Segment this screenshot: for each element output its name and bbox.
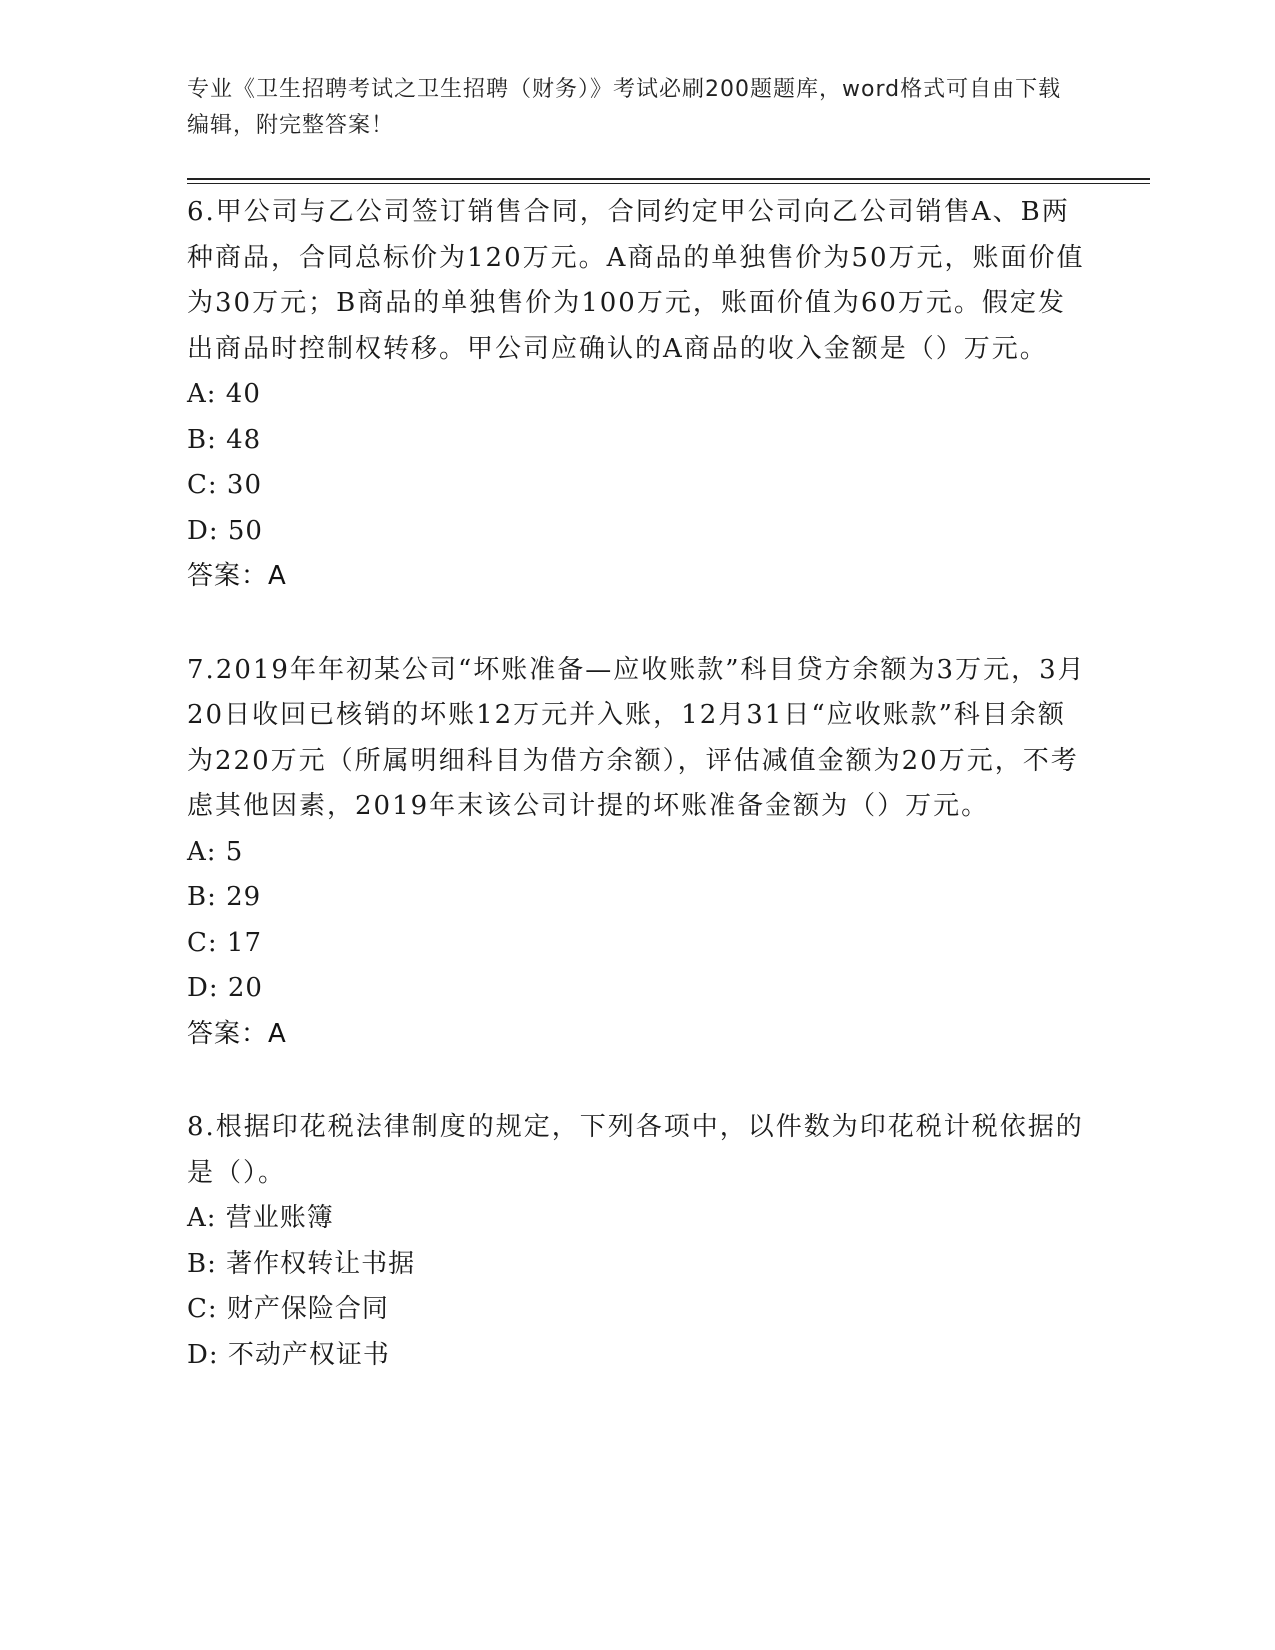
question-stem: 8.根据印花税法律制度的规定，下列各项中，以件数为印花税计税依据的是（）。 [187,1112,1084,1188]
option-c: C: 30 [187,470,263,500]
question-stem: 7.2019年年初某公司“坏账准备—应收账款”科目贷方余额为3万元，3月20日收回已核销的坏账12万元并入账，12月31日“应收账款”科目余额为220万元（所属明细科目为借方余额），评估减值金额为20万元，不考虑其他因素，2019年末该公司计提的坏账准备金额为（）万元。 [187,654,1086,821]
question-list [187,190,1087,1426]
question-8 [187,1105,1087,1378]
option-a: A: 营业账簿 [187,1203,334,1233]
document-header: 专业《卫生招聘考试之卫生招聘（财务）》考试必刷200题题库，word格式可自由下载编辑，附完整答案！ [187,77,1062,138]
option-a: A: 40 [187,379,261,409]
option-a: A: 5 [187,836,244,867]
option-c: C: 财产保险合同 [187,1294,389,1324]
answer-label: 答案：A [187,1018,287,1049]
option-c: C: 17 [187,927,263,958]
question-7 [187,648,1087,1058]
header-divider-thick [187,178,1150,180]
option-b: B: 29 [187,882,262,912]
option-d: D: 20 [187,973,263,1003]
question-6 [187,190,1087,600]
option-b: B: 著作权转让书据 [187,1248,416,1279]
answer-label: 答案：A [187,561,287,591]
option-d: D: 50 [187,515,263,546]
option-d: D: 不动产权证书 [187,1339,390,1370]
question-stem: 6.甲公司与乙公司签订销售合同，合同约定甲公司向乙公司销售A、B两种商品，合同总标价为120万元。A商品的单独售价为50万元，账面价值为30万元；B商品的单独售价为100万元，账面价值为60万元。假定发出商品时控制权转移。甲公司应确认的A商品的收入金额是（）万元。 [187,197,1085,364]
option-b: B: 48 [187,424,262,455]
header-divider-thin [187,183,1150,184]
